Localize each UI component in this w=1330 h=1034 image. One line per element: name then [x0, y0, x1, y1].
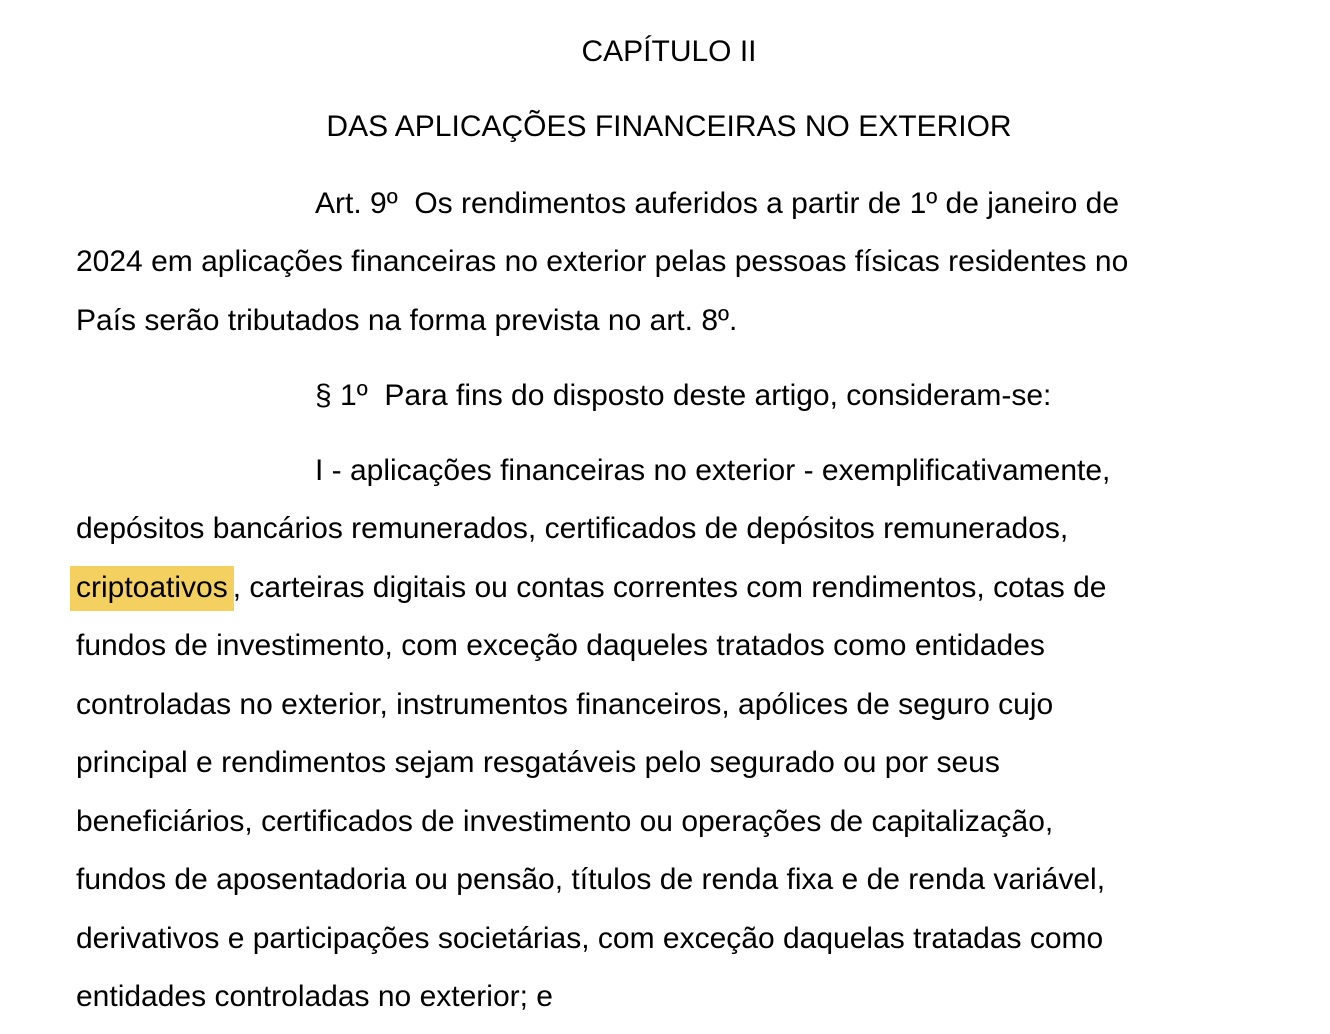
item-i-line-3-rest: , carteiras digitais ou contas correntes com rendimentos, cotas de: [232, 571, 1107, 604]
article-9-line-1: Art. 9º Os rendimentos auferidos a partir de 1º de janeiro de: [315, 187, 1120, 220]
item-i-line-7: beneficiários, certificados de investimento ou operações de capitalização,: [76, 805, 1054, 838]
item-i-line-4: fundos de investimento, com exceção daqueles tratados como entidades: [76, 629, 1045, 662]
item-i-line-6: principal e rendimentos sejam resgatáveis pelo segurado ou por seus: [76, 746, 1000, 779]
article-9-line-2: 2024 em aplicações financeiras no exterior pelas pessoas físicas residentes no: [76, 245, 1129, 278]
item-i-line-2: depósitos bancários remunerados, certificados de depósitos remunerados,: [76, 512, 1069, 545]
item-i-line-8: fundos de aposentadoria ou pensão, títulos de renda fixa e de renda variável,: [76, 863, 1106, 896]
item-i-line-10: entidades controladas no exterior; e: [76, 980, 553, 1013]
article-9-line-3: País serão tributados na forma prevista no art. 8º.: [76, 304, 738, 337]
section-heading: DAS APLICAÇÕES FINANCEIRAS NO EXTERIOR: [326, 110, 1012, 143]
item-i-line-3: [76, 570, 1106, 606]
paragraph-1-line-1: § 1º Para fins do disposto deste artigo, consideram-se:: [315, 379, 1052, 412]
chapter-heading: CAPÍTULO II: [581, 35, 757, 68]
highlighted-term: criptoativos: [70, 566, 234, 611]
item-i-line-1: I - aplicações financeiras no exterior - exemplificativamente,: [315, 454, 1111, 487]
item-i-line-5: controladas no exterior, instrumentos financeiros, apólices de seguro cujo: [76, 688, 1054, 721]
item-i-line-9: derivativos e participações societárias, com exceção daquelas tratadas como: [76, 922, 1104, 955]
